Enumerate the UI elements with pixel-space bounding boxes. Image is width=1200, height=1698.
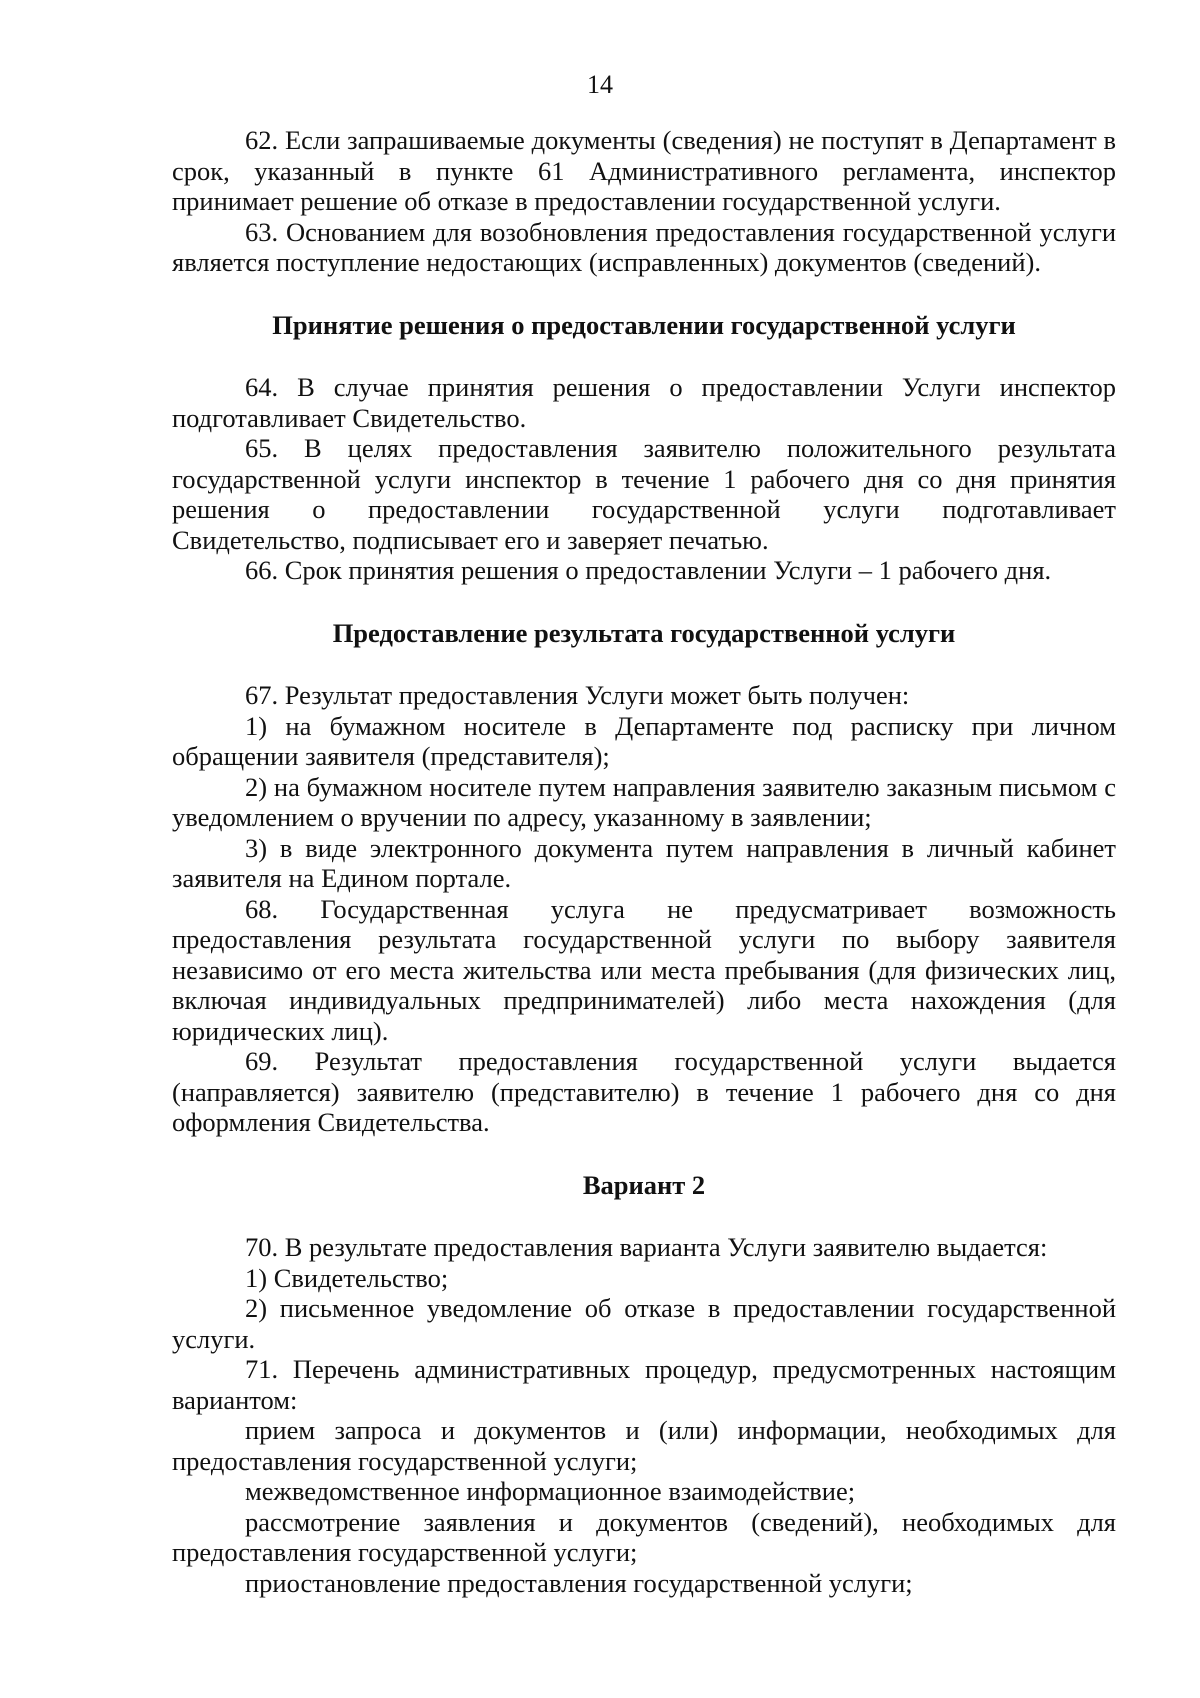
section-heading-decision: Принятие решения о предоставлении государственной услуги xyxy=(272,309,1016,340)
paragraph-67: 67. Результат предоставления Услуги может быть получен: xyxy=(245,680,910,710)
paragraph-71-item-a: прием запроса и документов и (или) информации, необходимых для предоставления государственной услуги; xyxy=(172,1415,1116,1476)
section-heading-variant: Вариант 2 xyxy=(582,1169,706,1200)
paragraph-67-item-1: 1) на бумажном носителе в Департаменте под расписку при личном обращении заявителя (представителя); xyxy=(172,710,1116,771)
paragraph-62: 62. Если запрашиваемые документы (сведения) не поступят в Департамент в срок, указанный в пункте 61 Административного регламента, инспектор принимает решение об отказе в предоставлении государственной услуги. xyxy=(172,125,1116,216)
paragraph-63: 63. Основанием для возобновления предоставления государственной услуги является поступление недостающих (исправленных) документов (сведений). xyxy=(172,216,1116,277)
paragraph-66: 66. Срок принятия решения о предоставлении Услуги – 1 рабочего дня. xyxy=(245,555,1052,585)
paragraph-65: 65. В целях предоставления заявителю положительного результата государственной услуги инспектор в течение 1 рабочего дня со дня принятия решения о предоставлении государственной услуги подготавливает Свидетельство, подписывает его и заверяет печатью. xyxy=(172,433,1116,555)
paragraph-70-item-2: 2) письменное уведомление об отказе в предоставлении государственной услуги. xyxy=(172,1293,1116,1354)
paragraph-71-item-b: межведомственное информационное взаимодействие; xyxy=(245,1476,856,1506)
paragraph-70: 70. В результате предоставления варианта Услуги заявителю выдается: xyxy=(245,1232,1048,1262)
section-heading-result: Предоставление результата государственной услуги xyxy=(332,617,956,648)
paragraph-67-item-2: 2) на бумажном носителе путем направления заявителю заказным письмом с уведомлением о вручении по адресу, указанному в заявлении; xyxy=(172,771,1116,832)
page-number: 14 xyxy=(587,70,613,99)
paragraph-67-item-3: 3) в виде электронного документа путем направления в личный кабинет заявителя на Едином портале. xyxy=(172,832,1116,893)
paragraph-71-item-d: приостановление предоставления государственной услуги; xyxy=(245,1567,913,1598)
paragraph-70-item-1: 1) Свидетельство; xyxy=(245,1262,449,1293)
document-body xyxy=(172,125,1116,1598)
paragraph-71: 71. Перечень административных процедур, предусмотренных настоящим вариантом: xyxy=(172,1354,1116,1415)
paragraph-68: 68. Государственная услуга не предусматривает возможность предоставления результата государственной услуги по выбору заявителя независимо от его места жительства или места пребывания (для физических лиц, включая индивидуальных предпринимателей) либо места нахождения (для юридических лиц). xyxy=(172,893,1116,1046)
paragraph-71-item-c: рассмотрение заявления и документов (сведений), необходимых для предоставления государственной услуги; xyxy=(172,1506,1116,1567)
paragraph-64: 64. В случае принятия решения о предоставлении Услуги инспектор подготавливает Свидетельство. xyxy=(172,372,1116,433)
paragraph-69: 69. Результат предоставления государственной услуги выдается (направляется) заявителю (представителю) в течение 1 рабочего дня со дня оформления Свидетельства. xyxy=(172,1046,1116,1137)
